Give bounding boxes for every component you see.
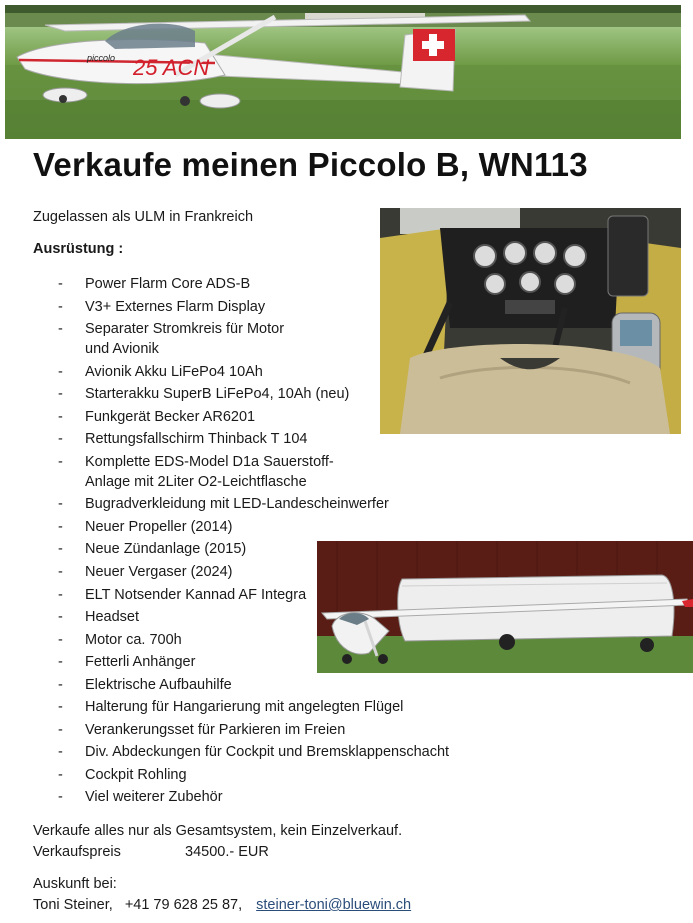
price-value: 34500.- EUR xyxy=(185,844,269,860)
list-item: - Viel weiterer Zubehör xyxy=(58,789,223,806)
list-item: - ELT Notsender Kannad AF Integra xyxy=(58,586,307,603)
contact-line xyxy=(33,897,411,913)
intro-text: Zugelassen als ULM in Frankreich xyxy=(33,209,254,225)
glider-illustration xyxy=(5,5,681,139)
price-label: Verkaufspreis xyxy=(33,844,121,860)
list-item: - Fetterli Anhänger xyxy=(58,654,196,671)
list-item: - Halterung für Hangarierung mit angelegten Flügel xyxy=(58,699,404,716)
list-item: - Starterakku SuperB LiFePo4, 10Ah (neu) xyxy=(58,386,350,403)
contact-name: Toni Steiner, xyxy=(33,897,113,913)
hero-glider-photo xyxy=(5,5,681,139)
contact-phone: +41 79 628 25 87, xyxy=(124,897,243,913)
page-title: Verkaufe meinen Piccolo B, WN113 xyxy=(33,146,588,183)
list-item: - Funkgerät Becker AR6201 xyxy=(58,408,256,425)
contact-label: Auskunft bei: xyxy=(33,876,117,892)
summary-text: Verkaufe alles nur als Gesamtsystem, kein Einzelverkauf. xyxy=(33,823,403,839)
cockpit-photo xyxy=(380,208,681,434)
list-item: - Motor ca. 700h xyxy=(58,631,182,648)
hero-brand-text: piccolo xyxy=(87,53,116,63)
list-item: - Verankerungsset für Parkieren im Freien xyxy=(58,721,346,738)
list-item: - Elektrische Aufbauhilfe xyxy=(58,676,232,693)
list-item: - Neuer Vergaser (2024) xyxy=(58,564,233,581)
list-item: - Headset xyxy=(58,609,140,626)
list-item: - Power Flarm Core ADS-B xyxy=(58,276,251,292)
glider-trailer-photo xyxy=(317,541,693,673)
equipment-heading: Ausrüstung : xyxy=(33,241,124,257)
list-item: - Komplette EDS-Model D1a Sauerstoff- Anlage mit 2Liter O2-Leichtflasche xyxy=(58,453,334,490)
list-item: - Cockpit Rohling xyxy=(58,766,187,783)
list-item: - V3+ Externes Flarm Display xyxy=(58,298,266,315)
list-item: - Avionik Akku LiFePo4 10Ah xyxy=(58,363,263,380)
list-item: - Neuer Propeller (2014) xyxy=(58,518,233,535)
list-item: - Div. Abdeckungen für Cockpit und Bremsklappenschacht xyxy=(58,744,450,761)
contact-email-link[interactable]: steiner-toni@bluewin.ch xyxy=(256,897,412,913)
list-item: - Separater Stromkreis für Motor und Avionik xyxy=(58,321,285,358)
list-item: - Rettungsfallschirm Thinback T 104 xyxy=(58,431,308,448)
hero-registration-text: 25 ACN xyxy=(133,55,210,80)
list-item: - Neue Zündanlage (2015) xyxy=(58,541,247,558)
list-item: - Bugradverkleidung mit LED-Landescheinwerfer xyxy=(58,496,389,513)
